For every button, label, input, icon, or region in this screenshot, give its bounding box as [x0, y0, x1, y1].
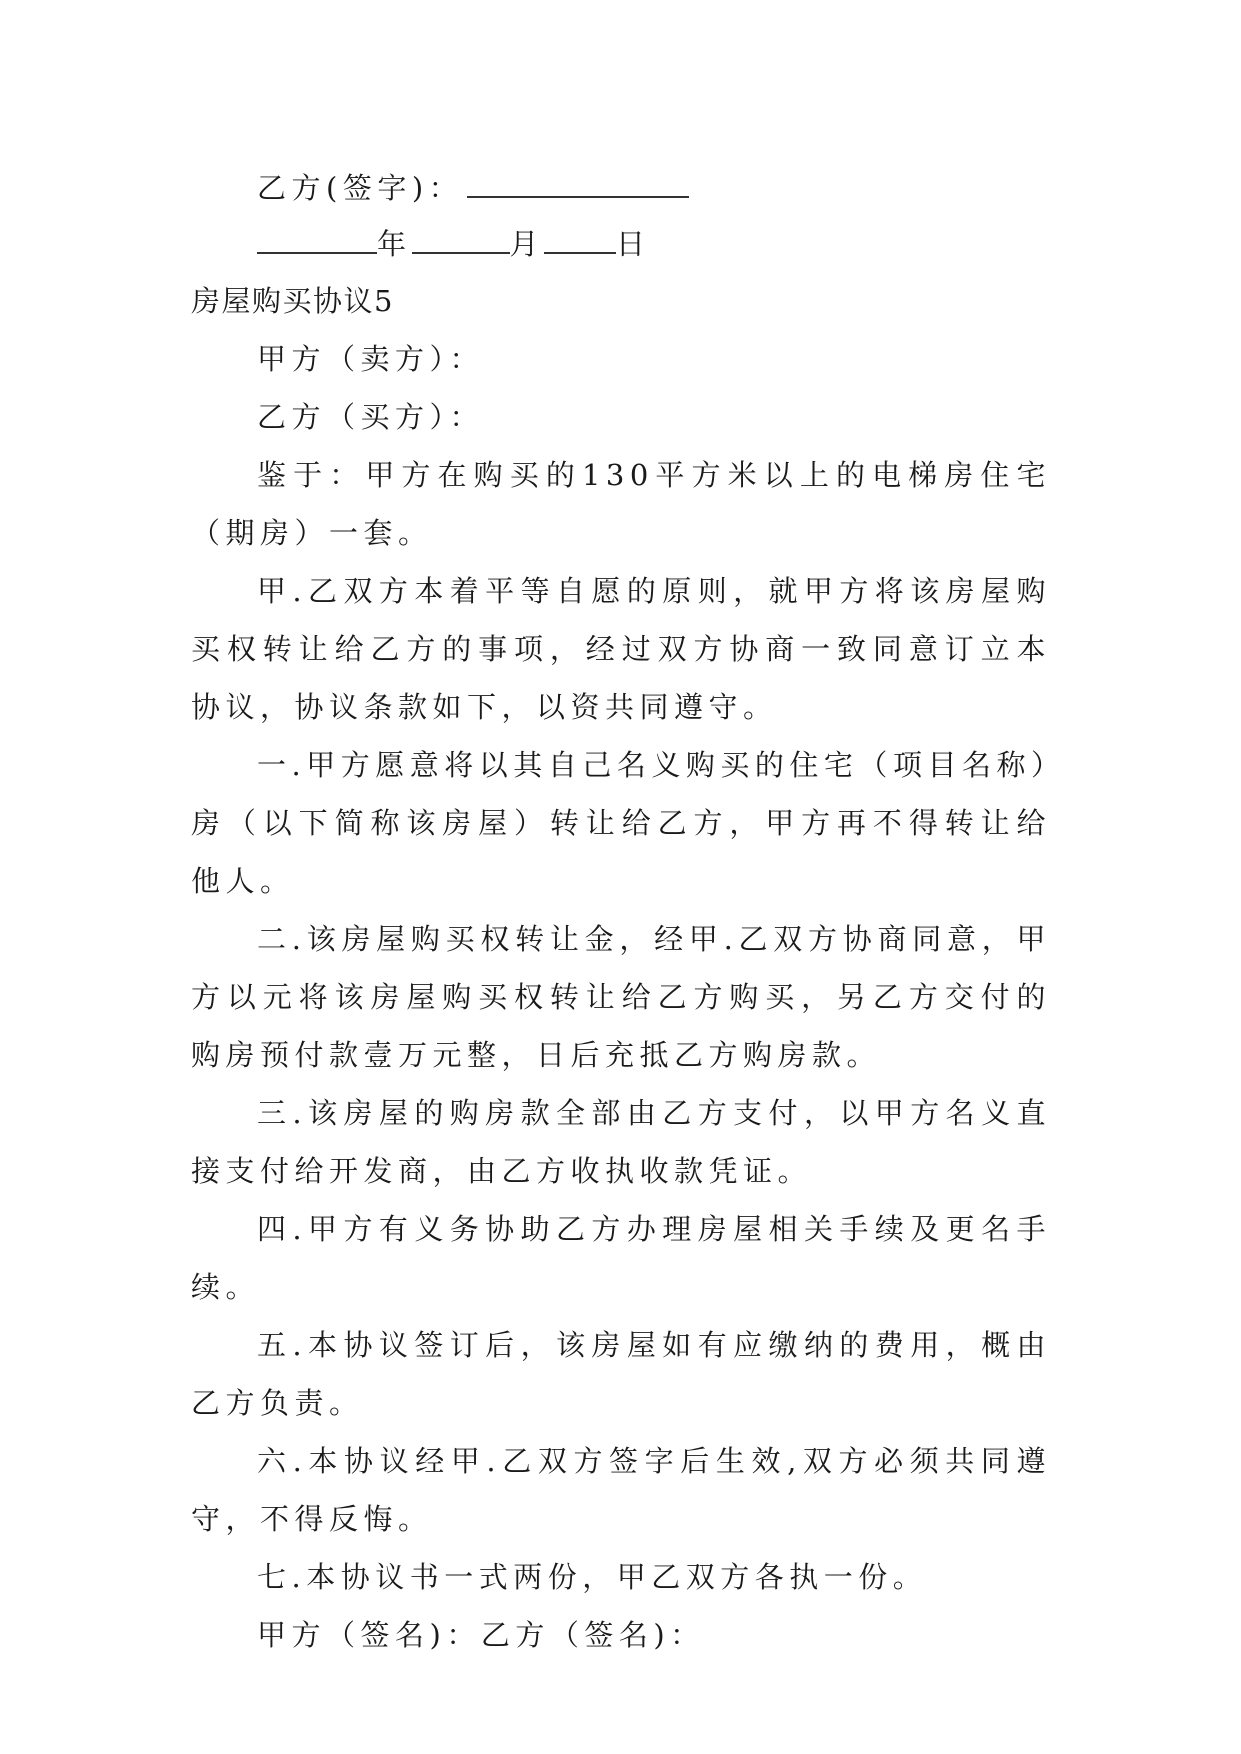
- year-label: 年: [377, 227, 412, 261]
- document-body: [191, 160, 1051, 1664]
- date-line: [191, 216, 1051, 272]
- day-label: 日: [616, 227, 651, 261]
- clause-6: 六.本协议经甲.乙双方签字后生效,双方必须共同遵守，不得反悔。: [191, 1444, 1051, 1536]
- clause-4: 四.甲方有义务协助乙方办理房屋相关手续及更名手续。: [191, 1212, 1051, 1304]
- month-label: 月: [509, 227, 545, 261]
- clause-5: 五.本协议签订后，该房屋如有应缴纳的费用，概由乙方负责。: [191, 1328, 1051, 1420]
- month-blank: [412, 230, 510, 254]
- preamble-paragraph: 鉴于：甲方在购买的130平方米以上的电梯房住宅（期房）一套。: [191, 458, 1051, 550]
- signature-blank: [467, 174, 689, 198]
- seller-line: 甲方（卖方）：: [257, 342, 485, 376]
- clause-1: 一.甲方愿意将以其自己名义购买的住宅（项目名称）房（以下简称该房屋）转让给乙方，甲方再不得转让给他人。: [191, 748, 1051, 898]
- clause-7: 七.本协议书一式两份，甲乙双方各执一份。: [257, 1560, 928, 1594]
- party-b-signature-label: 乙方(签字)：: [257, 171, 464, 205]
- party-b-signature-line: [191, 160, 1051, 216]
- signature-line: 甲方（签名)：乙方（签名)：: [257, 1618, 705, 1652]
- clause-3: 三.该房屋的购房款全部由乙方支付，以甲方名义直接支付给开发商，由乙方收执收款凭证。: [191, 1096, 1051, 1188]
- document-title: 房屋购买协议5: [191, 284, 394, 318]
- principle-paragraph: 甲.乙双方本着平等自愿的原则，就甲方将该房屋购买权转让给乙方的事项，经过双方协商一致同意订立本协议，协议条款如下，以资共同遵守。: [191, 574, 1051, 724]
- buyer-line: 乙方（买方）：: [257, 400, 485, 434]
- clause-2: 二.该房屋购买权转让金，经甲.乙双方协商同意，甲方以元将该房屋购买权转让给乙方购买，另乙方交付的购房预付款壹万元整，日后充抵乙方购房款。: [191, 922, 1051, 1072]
- day-blank: [544, 230, 616, 254]
- year-blank: [257, 230, 377, 254]
